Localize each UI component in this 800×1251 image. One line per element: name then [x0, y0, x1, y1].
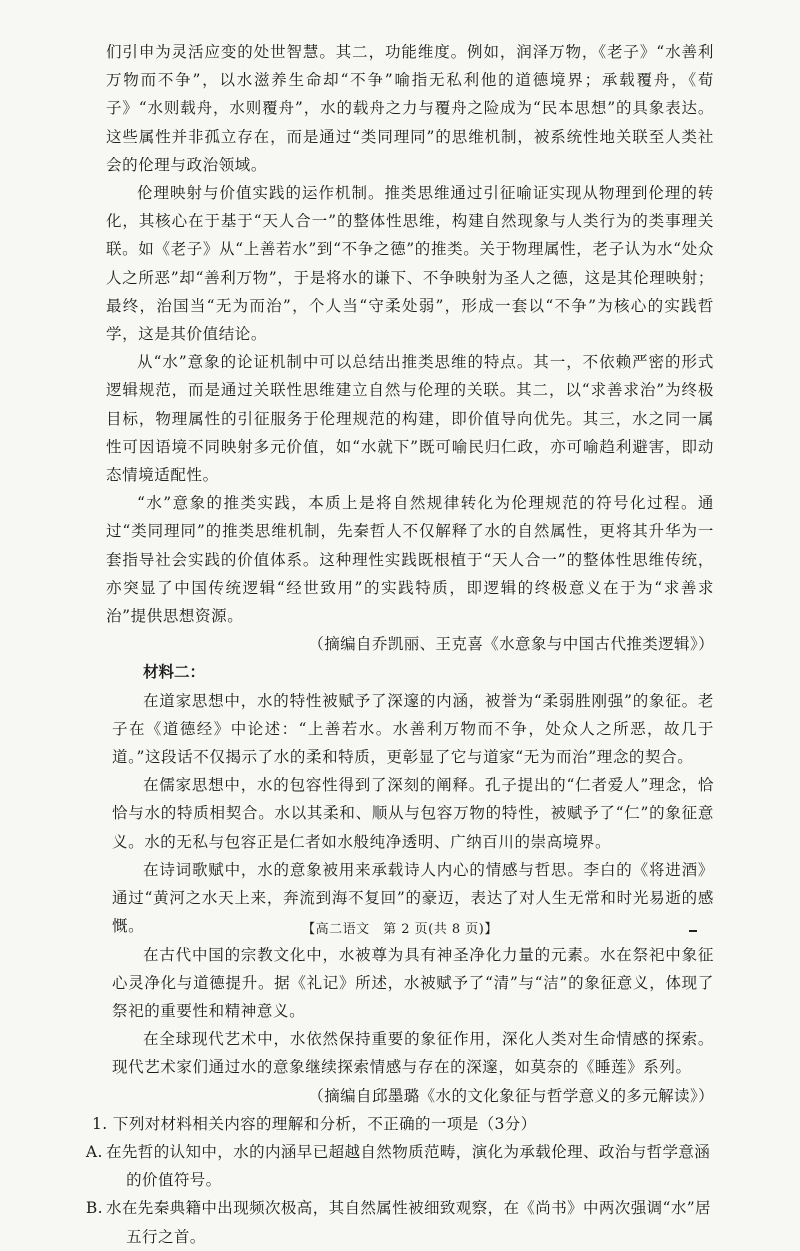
page-footer: 【高二语文 第 2 页(共 8 页)】 [302, 922, 498, 937]
option-a-text: 在先哲的认知中，水的内涵早已超越自然物质范畴，演化为承载伦理、政治与哲学意涵的价值符号。 [106, 1142, 711, 1190]
material-one-paragraph: “水”意象的推类实践，本质上是将自然规律转化为伦理规范的符号化过程。通过“类同理同”的推类思维机制，先秦哲人不仅解释了水的自然属性，更将其升华为一套指导社会实践的价值体系。这种理性实践既根植于“天人合一”的整体性思维传统，亦突显了中国传统逻辑“经世致用”的实践特质，即逻辑的终极意义在于为“求善求治”提供思想资源。 [106, 494, 714, 626]
material-two-paragraph: 在全球现代艺术中，水依然保持重要的象征作用，深化人类对生命情感的探索。现代艺术家们通过水的意象继续探索情感与存在的深邃，如莫奈的《睡莲》系列。 [112, 1030, 714, 1077]
material-two-paragraph: 在古代中国的宗教文化中，水被尊为具有神圣净化力量的元素。水在祭祀中象征心灵净化与道德提升。据《礼记》所述，水被赋予了“清”与“洁”的象征意义，体现了祭祀的重要性和精神意义。 [112, 945, 714, 1020]
question-one-stem: 1. 下列对材料相关内容的理解和分析，不正确的一项是（3分） [92, 1114, 537, 1133]
material-two-paragraph: 在儒家思想中，水的包容性得到了深刻的阐释。孔子提出的“仁者爱人”理念，恰恰与水的特质相契合。水以其柔和、顺从与包容万物的特性，被赋予了“仁”的象征意义。水的无私与包容正是仁者如水般纯净透明、广纳百川的崇高境界。 [112, 776, 714, 851]
material-one [106, 38, 714, 658]
material-one-paragraph: 伦理映射与价值实践的运作机制。推类思维通过引征喻证实现从物理到伦理的转化，其核心在于基于“天人合一”的整体性思维，构建自然现象与人类行为的类事理关联。如《老子》从“上善若水”到“不争之德”的推类。关于物理属性，老子认为水“处众人之所恶”却“善利万物”，于是将水的谦下、不争映射为圣人之德，这是其伦理映射；最终，治国当“无为而治”，个人当“守柔处弱”，形成一套以“不争”为核心的实践哲学，这是其价值结论。 [106, 184, 714, 344]
material-two-source: （摘编自邱墨璐《水的文化象征与哲学意义的多元解读》） [308, 1086, 714, 1105]
option-b-text: 水在先秦典籍中出现频次极高，其自然属性被细致观察，在《尚书》中两次强调“水”居五行之首。 [106, 1199, 711, 1246]
material-two-title: 材料二： [143, 662, 206, 682]
material-one-paragraph: 从“水”意象的论证机制中可以总结出推类思维的特点。其一，不依赖严密的形式逻辑规范，而是通过关联性思维建立自然与伦理的关联。其二，以“求善求治”为终极目标，物理属性的引征服务于伦理规范的构建，即价值导向优先。其三，水之同一属性可因语境不同映射多元价值，如“水就下”既可喻民归仁政，亦可喻趋利避害，即动态情境适配性。 [106, 353, 714, 485]
option-b: B. 水在先秦典籍中出现频次极高，其自然属性被细致观察，在《尚书》中两次强调“水”居五行之首。 [85, 1199, 711, 1246]
material-two [112, 658, 714, 1109]
corner-mark [689, 930, 697, 932]
material-two-paragraph: 在诗词歌赋中，水的意象被用来承载诗人内心的情感与哲思。李白的《将进酒》通过“黄河之水天上来，奔流到海不复回”的豪迈，表达了对人生无常和时光易逝的感慨。 [112, 860, 714, 936]
material-two-paragraph: 在道家思想中，水的特性被赋予了深邃的内涵，被誉为“柔弱胜刚强”的象征。老子在《道德经》中论述：“上善若水。水善利万物而不争，处众人之所恶，故几于道。”这段话不仅揭示了水的柔和特质，更彰显了它与道家“无为而治”理念的契合。 [112, 691, 714, 767]
material-one-paragraph: 们引申为灵活应变的处世智慧。其二，功能维度。例如，润泽万物，《老子》“水善利万物而不争”，以水滋养生命却“不争”喻指无私利他的道德境界；承载覆舟，《荀子》“水则载舟，水则覆舟”，水的载舟之力与覆舟之险成为“民本思想”的具象表达。这些属性并非孤立存在，而是通过“类同理同”的思维机制，被系统性地关联至人类社会的伦理与政治领域。 [106, 43, 714, 174]
question-one [85, 1110, 714, 1251]
option-a: A. 在先哲的认知中，水的内涵早已超越自然物质范畴，演化为承载伦理、政治与哲学意涵的价值符号。 [85, 1142, 711, 1190]
material-one-source: （摘编自乔凯丽、王克喜《水意象与中国古代推类逻辑》） [308, 635, 714, 654]
